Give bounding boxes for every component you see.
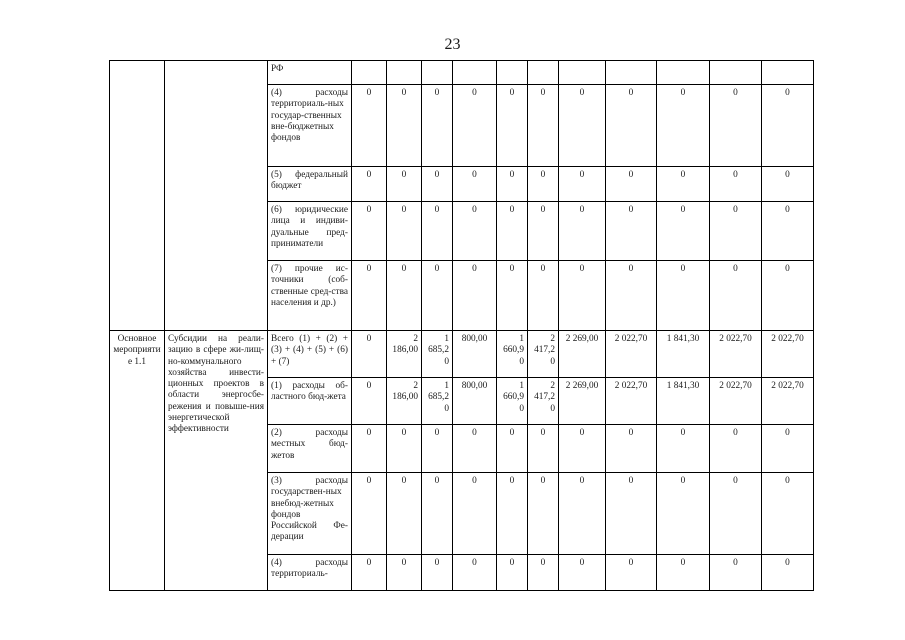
value-cell: 1 660,90 (497, 331, 528, 378)
value-cell: 0 (453, 261, 497, 331)
value-cell: 0 (762, 473, 814, 555)
value-cell: 2 022,70 (762, 331, 814, 378)
value-cell: 800,00 (453, 331, 497, 378)
value-cell: 0 (762, 85, 814, 167)
value-cell: 0 (528, 555, 559, 591)
value-cell: 1 841,30 (657, 378, 710, 425)
value-cell: 0 (710, 261, 762, 331)
value-cell: 0 (387, 425, 422, 473)
table-row (110, 61, 814, 85)
value-cell: 0 (528, 85, 559, 167)
value-cell: 0 (657, 473, 710, 555)
value-cell: 1 660,90 (497, 378, 528, 425)
value-cell: 0 (387, 555, 422, 591)
value-cell: 0 (422, 425, 453, 473)
value-cell: 0 (453, 473, 497, 555)
value-cell: 0 (657, 202, 710, 261)
value-cell (387, 61, 422, 85)
value-cell: 0 (559, 473, 606, 555)
value-cell: 0 (710, 555, 762, 591)
value-cell: 0 (352, 85, 387, 167)
table-row (110, 331, 814, 378)
value-cell: 2 022,70 (710, 331, 762, 378)
funding-source-cell: РФ (268, 61, 352, 85)
value-cell: 0 (422, 473, 453, 555)
value-cell: 0 (387, 85, 422, 167)
value-cell: 0 (528, 261, 559, 331)
value-cell: 2 186,00 (387, 378, 422, 425)
value-cell: 2 269,00 (559, 331, 606, 378)
measure-description-cell (165, 61, 268, 331)
value-cell: 0 (559, 425, 606, 473)
value-cell: 0 (497, 167, 528, 202)
value-cell: 0 (528, 473, 559, 555)
value-cell: 0 (453, 425, 497, 473)
value-cell (422, 61, 453, 85)
value-cell (497, 61, 528, 85)
value-cell: 0 (606, 425, 657, 473)
measure-name-cell (110, 61, 165, 331)
value-cell: 2 417,20 (528, 331, 559, 378)
value-cell: 0 (762, 202, 814, 261)
value-cell: 0 (559, 202, 606, 261)
value-cell: 0 (387, 202, 422, 261)
value-cell: 0 (422, 555, 453, 591)
value-cell: 0 (352, 555, 387, 591)
value-cell (606, 61, 657, 85)
value-cell: 0 (710, 167, 762, 202)
funding-source-cell: (2) расходы местных бюд-жетов (268, 425, 352, 473)
value-cell: 0 (453, 555, 497, 591)
value-cell: 0 (657, 261, 710, 331)
value-cell: 0 (422, 167, 453, 202)
value-cell: 0 (657, 85, 710, 167)
value-cell: 0 (710, 85, 762, 167)
funding-source-cell: (6) юридические лица и индиви-дуальные пред-приниматели (268, 202, 352, 261)
funding-source-cell: (3) расходы государствен-ных внебюд-жетных фондов Российской Фе-дерации (268, 473, 352, 555)
value-cell: 0 (606, 555, 657, 591)
value-cell: 0 (497, 202, 528, 261)
value-cell: 0 (606, 473, 657, 555)
value-cell: 2 022,70 (606, 378, 657, 425)
value-cell: 0 (387, 473, 422, 555)
measure-name-cell: Основное мероприятие 1.1 (110, 331, 165, 591)
budget-table (109, 60, 814, 591)
value-cell: 0 (528, 202, 559, 261)
measure-description-cell: Субсидии на реали-зацию в сфере жи-лищ-но-коммунального хозяйства инвести-ционных проектов в области энергосбе-режения и повыше-ния энергетической эффективности (165, 331, 268, 591)
value-cell: 0 (352, 425, 387, 473)
value-cell (453, 61, 497, 85)
value-cell: 0 (422, 85, 453, 167)
value-cell: 0 (657, 425, 710, 473)
value-cell: 0 (606, 85, 657, 167)
value-cell (657, 61, 710, 85)
value-cell: 1 685,20 (422, 378, 453, 425)
value-cell (559, 61, 606, 85)
value-cell: 0 (497, 85, 528, 167)
value-cell: 0 (606, 202, 657, 261)
value-cell: 0 (528, 425, 559, 473)
value-cell: 0 (352, 202, 387, 261)
funding-source-cell: (5) федеральный бюджет (268, 167, 352, 202)
value-cell: 0 (453, 167, 497, 202)
value-cell (710, 61, 762, 85)
value-cell: 0 (387, 261, 422, 331)
value-cell: 0 (606, 261, 657, 331)
value-cell: 1 685,20 (422, 331, 453, 378)
value-cell: 0 (710, 425, 762, 473)
value-cell (352, 61, 387, 85)
value-cell: 0 (762, 261, 814, 331)
value-cell: 0 (387, 167, 422, 202)
value-cell (528, 61, 559, 85)
funding-source-cell: (4) расходы территориаль-ных государ-ственных вне-бюджетных фондов (268, 85, 352, 167)
page-number: 23 (444, 36, 461, 53)
value-cell (762, 61, 814, 85)
value-cell: 0 (762, 425, 814, 473)
funding-source-cell: (1) расходы об-ластного бюд-жета (268, 378, 352, 425)
value-cell: 0 (559, 261, 606, 331)
value-cell: 0 (497, 555, 528, 591)
value-cell: 0 (352, 378, 387, 425)
value-cell: 0 (559, 555, 606, 591)
value-cell: 0 (352, 473, 387, 555)
value-cell: 2 269,00 (559, 378, 606, 425)
value-cell: 0 (606, 167, 657, 202)
value-cell: 0 (497, 473, 528, 555)
value-cell: 0 (762, 555, 814, 591)
value-cell: 800,00 (453, 378, 497, 425)
value-cell: 0 (497, 261, 528, 331)
value-cell: 2 022,70 (762, 378, 814, 425)
funding-source-cell: Всего (1) + (2) + (3) + (4) + (5) + (6) + (7) (268, 331, 352, 378)
value-cell: 0 (352, 261, 387, 331)
value-cell: 0 (657, 555, 710, 591)
value-cell: 0 (422, 261, 453, 331)
value-cell: 2 417,20 (528, 378, 559, 425)
value-cell: 0 (453, 85, 497, 167)
value-cell: 1 841,30 (657, 331, 710, 378)
value-cell: 0 (352, 167, 387, 202)
funding-source-cell: (4) расходы территориаль- (268, 555, 352, 591)
value-cell: 2 022,70 (710, 378, 762, 425)
value-cell: 0 (657, 167, 710, 202)
value-cell: 2 186,00 (387, 331, 422, 378)
value-cell: 0 (710, 473, 762, 555)
value-cell: 0 (422, 202, 453, 261)
value-cell: 0 (453, 202, 497, 261)
value-cell: 0 (497, 425, 528, 473)
value-cell: 0 (528, 167, 559, 202)
value-cell: 0 (559, 167, 606, 202)
funding-source-cell: (7) прочие ис-точники (соб-ственные сред-ства населения и др.) (268, 261, 352, 331)
value-cell: 0 (762, 167, 814, 202)
value-cell: 0 (559, 85, 606, 167)
value-cell: 2 022,70 (606, 331, 657, 378)
value-cell: 0 (352, 331, 387, 378)
value-cell: 0 (710, 202, 762, 261)
